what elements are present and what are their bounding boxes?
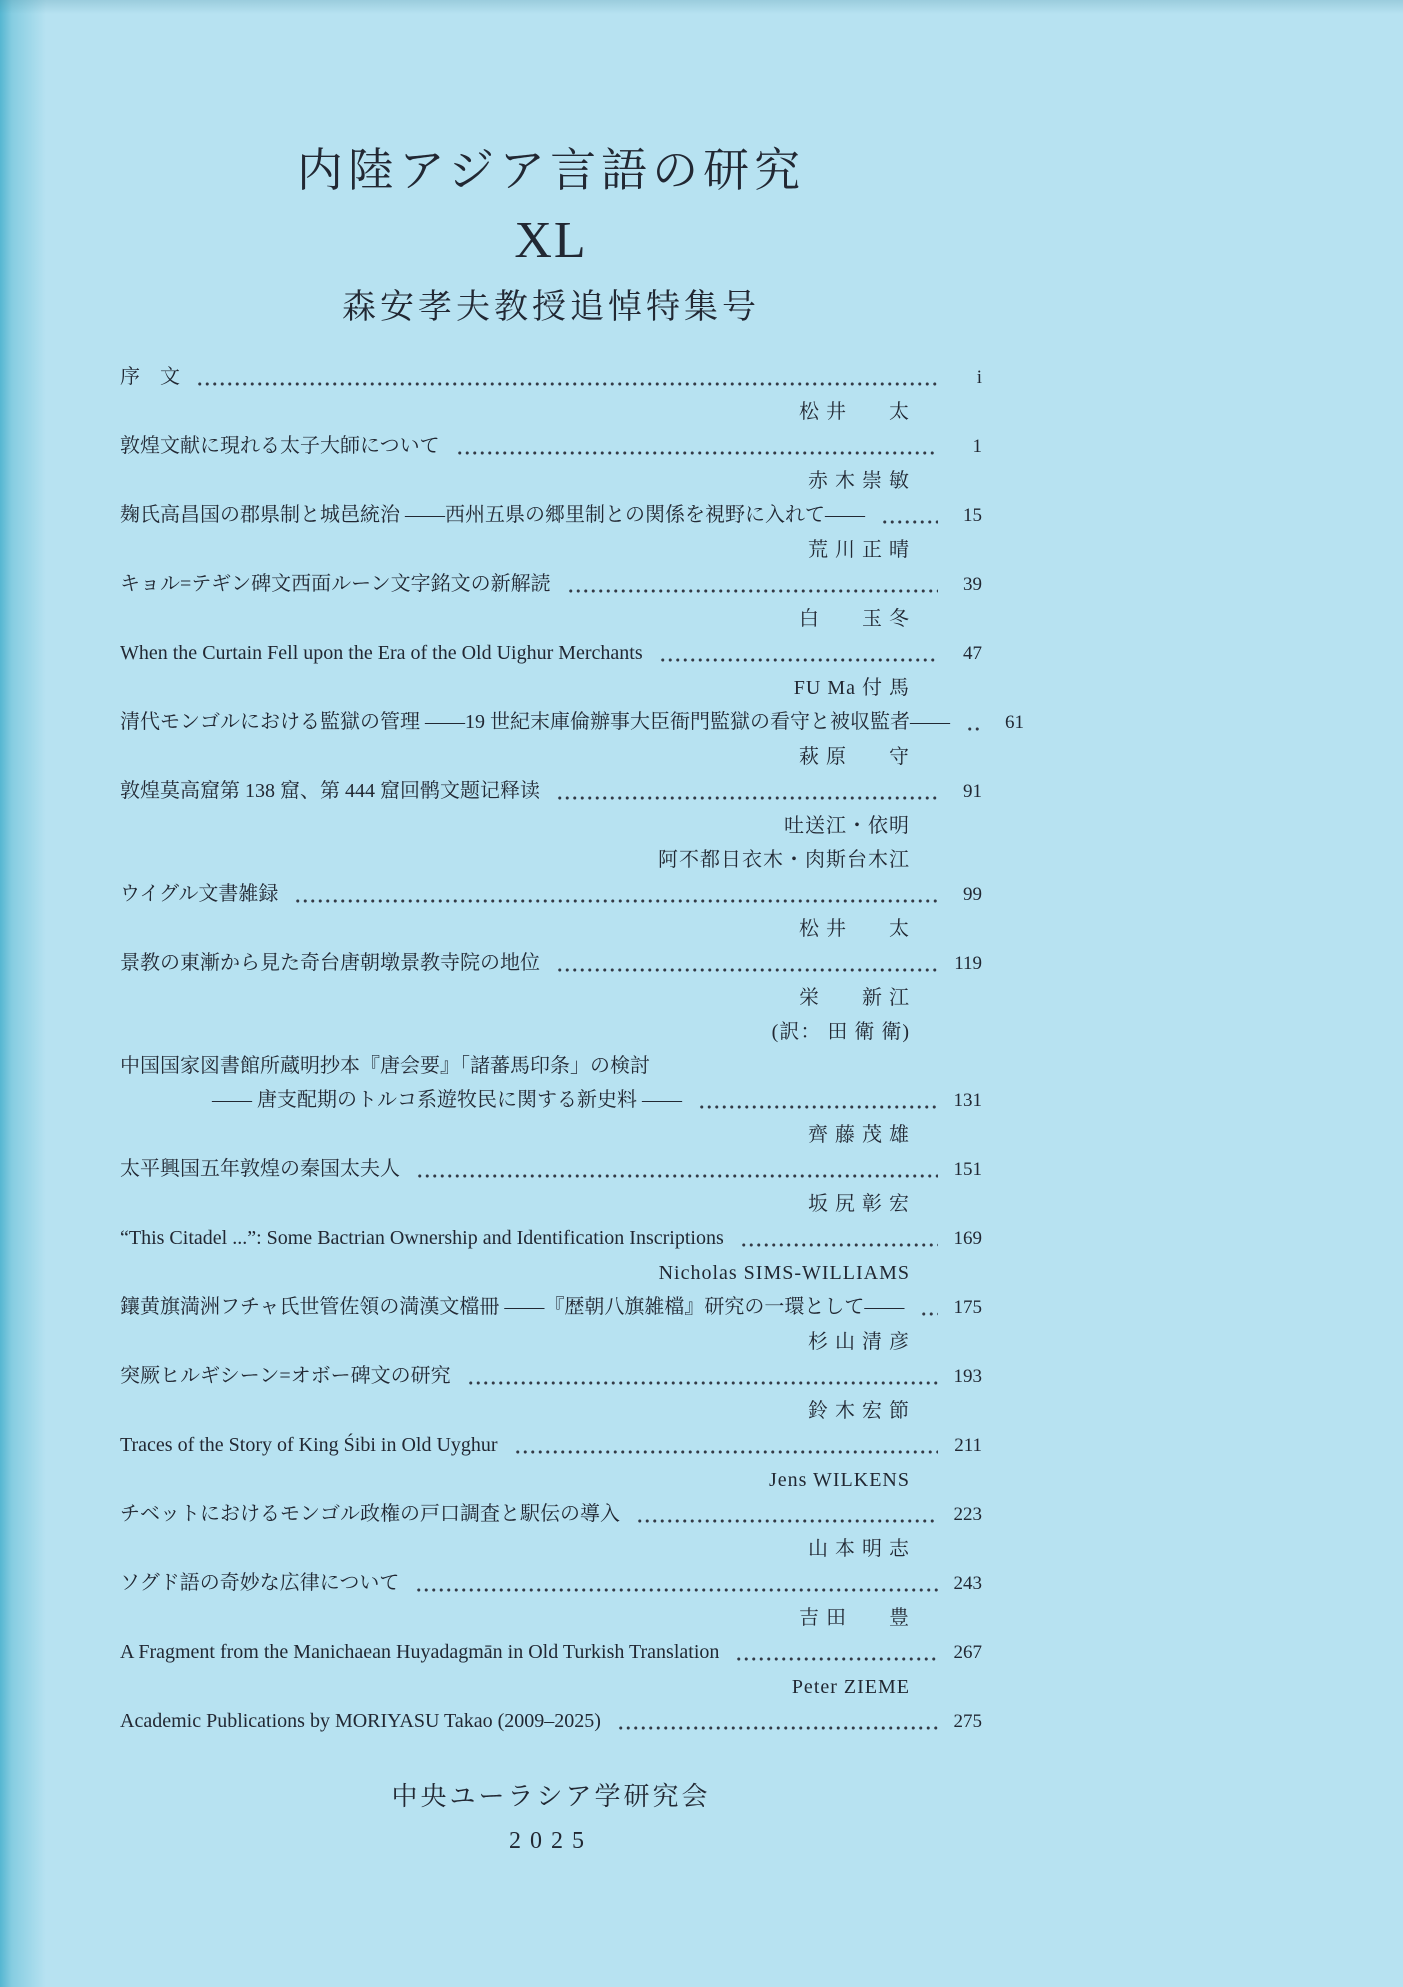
toc-author: 山 本 明 志 [808, 1538, 910, 1560]
toc-page-number: 61 [1005, 712, 1024, 733]
toc-entry-title: Traces of the Story of King Śibi in Old Uyghur [120, 1434, 498, 1456]
toc-page-number: 223 [953, 1504, 982, 1525]
toc-entry [120, 498, 982, 567]
toc-author: FU Ma 付 馬 [793, 677, 910, 699]
toc-entry-line [120, 877, 982, 912]
toc-entry [120, 705, 1024, 774]
toc-leader-dots [467, 1381, 938, 1385]
toc-leader-dots [617, 1726, 938, 1730]
toc-entry-title: ウイグル文書雑録 [120, 883, 279, 905]
toc-leader-dots [920, 1312, 938, 1316]
toc-leader-dots [416, 1174, 938, 1178]
toc-entry [120, 1497, 982, 1566]
publisher-name: 中央ユーラシア学研究会 [391, 1782, 711, 1811]
toc-author: 吉 田 豊 [799, 1607, 910, 1629]
toc-leader-dots [556, 968, 938, 972]
toc-entry-title: 序 文 [120, 366, 180, 388]
toc-leader-dots [514, 1450, 938, 1454]
toc-author: 荒 川 正 晴 [808, 539, 910, 561]
toc-author: 栄 新 江 [799, 987, 910, 1009]
toc-entry-title: 麹氏高昌国の郡県制と城邑統治 ——西州五県の郷里制との関係を視野に入れて—— [120, 504, 865, 526]
toc-author: 松 井 太 [799, 918, 910, 940]
toc-entry [120, 774, 982, 877]
cover-content [120, 140, 1024, 1739]
toc-author: 萩 原 守 [799, 746, 910, 768]
toc-leader-dots [567, 589, 938, 593]
toc-author: 齊 藤 茂 雄 [808, 1124, 910, 1146]
toc-page-number: 47 [963, 643, 982, 664]
toc-entry-title: 鑲黄旗満洲フチャ氏世管佐領の満漢文檔冊 ——『歴朝八旗雑檔』研究の一環として—— [120, 1296, 905, 1318]
toc-entry-line [120, 1152, 982, 1187]
toc-entry [120, 429, 982, 498]
toc-entry [120, 877, 982, 946]
toc-entry-title: When the Curtain Fell upon the Era of the Old Uighur Merchants [120, 642, 643, 664]
page-top-edge-shading [0, 0, 1403, 14]
toc-page-number: 39 [963, 574, 982, 595]
toc-leader-dots [456, 451, 938, 455]
toc-author: 吐送江・依明 [784, 815, 910, 837]
toc-entry [120, 1635, 982, 1704]
toc-page-number: 119 [954, 953, 982, 974]
toc-entry-line [120, 1497, 982, 1532]
toc-author: 白 玉 冬 [799, 608, 910, 630]
toc-page-number: 1 [972, 436, 982, 457]
toc-entry-line [120, 567, 982, 602]
toc-page-number: 267 [953, 1642, 982, 1663]
toc-page-number: 131 [953, 1090, 982, 1111]
toc-entry [120, 360, 982, 429]
toc-author: Jens WILKENS [768, 1469, 910, 1491]
toc-page-number: 169 [953, 1228, 982, 1249]
table-of-contents [120, 360, 1024, 1739]
toc-author: 阿不都日衣木・肉斯台木江 [658, 849, 910, 871]
toc-page-number: 151 [953, 1159, 982, 1180]
toc-entry-line [120, 1566, 982, 1601]
toc-entry [120, 1704, 982, 1739]
toc-entry-line [120, 636, 982, 671]
toc-entry-title: —— 唐支配期のトルコ系遊牧民に関する新史料 —— [212, 1089, 682, 1111]
toc-entry [120, 1049, 982, 1152]
toc-leader-dots [196, 382, 938, 386]
toc-page-number: 15 [963, 505, 982, 526]
toc-page-number: 211 [954, 1435, 982, 1456]
special-issue-subtitle: 森安孝夫教授追悼特集号 [342, 289, 760, 326]
toc-entry-title: 突厥ヒルギシーン=オボー碑文の研究 [120, 1365, 451, 1387]
toc-author: 赤 木 崇 敏 [808, 470, 910, 492]
toc-entry-title: 敦煌莫高窟第 138 窟、第 444 窟回鹘文题记释读 [120, 780, 540, 802]
toc-entry-title: 景教の東漸から見た奇台唐朝墩景教寺院の地位 [120, 952, 540, 974]
toc-author: 坂 尻 彰 宏 [808, 1193, 910, 1215]
journal-title: 内陸アジア言語の研究 [296, 145, 806, 196]
toc-page-number: i [976, 367, 982, 388]
toc-leader-dots [740, 1243, 938, 1247]
toc-entry-title: キョル=テギン碑文西面ルーン文字銘文の新解読 [120, 573, 551, 595]
toc-entry-line [120, 1704, 982, 1739]
toc-entry-title: 中国国家図書館所蔵明抄本『唐会要』「諸蕃馬印条」の検討 [120, 1055, 650, 1077]
toc-entry [120, 1221, 982, 1290]
toc-entry [120, 567, 982, 636]
volume-number: XL [514, 212, 588, 269]
toc-entry-line [120, 1428, 982, 1463]
toc-entry [120, 636, 982, 705]
toc-entry [120, 1359, 982, 1428]
toc-page-number: 91 [963, 781, 982, 802]
toc-entry-line [120, 360, 982, 395]
page-left-edge-shading [0, 0, 46, 1987]
toc-entry-line [120, 1290, 982, 1325]
toc-entry-title: ソグド語の奇妙な広律について [120, 1572, 400, 1594]
toc-page-number: 175 [953, 1297, 982, 1318]
toc-leader-dots [415, 1588, 938, 1592]
toc-entry-line [120, 946, 982, 981]
toc-entry [120, 946, 982, 1049]
toc-author: 鈴 木 宏 節 [808, 1400, 910, 1422]
toc-page-number: 99 [963, 884, 982, 905]
toc-author: Peter ZIEME [791, 1676, 910, 1698]
toc-leader-dots [966, 727, 980, 731]
toc-entry-title: 太平興国五年敦煌の秦国太夫人 [120, 1158, 400, 1180]
toc-entry-title: チベットにおけるモンゴル政権の戸口調査と駅伝の導入 [120, 1503, 620, 1525]
toc-author: 杉 山 清 彦 [808, 1331, 910, 1353]
toc-page-number: 193 [953, 1366, 982, 1387]
toc-entry-line [120, 1635, 982, 1670]
toc-entry-line [120, 1221, 982, 1256]
toc-page-number: 275 [953, 1711, 982, 1732]
toc-entry-title: Academic Publications by MORIYASU Takao (2009–2025) [120, 1710, 601, 1732]
toc-entry-title: 敦煌文献に現れる太子大師について [120, 435, 440, 457]
toc-leader-dots [735, 1657, 938, 1661]
publication-year: 2025 [509, 1828, 593, 1854]
toc-author: 松 井 太 [799, 401, 910, 423]
toc-entry-line [120, 774, 982, 809]
toc-entry [120, 1566, 982, 1635]
cover-footer [120, 1775, 982, 1863]
toc-leader-dots [556, 796, 938, 800]
toc-author: Nicholas SIMS-WILLIAMS [658, 1262, 910, 1284]
toc-entry-line [120, 1359, 982, 1394]
toc-leader-dots [294, 899, 938, 903]
toc-entry [120, 1428, 982, 1497]
toc-leader-dots [881, 520, 938, 524]
toc-entry-line [120, 1049, 982, 1083]
toc-entry-title: 清代モンゴルにおける監獄の管理 ——19 世紀末庫倫辦事大臣衙門監獄の看守と被収監者—— [120, 711, 950, 733]
toc-leader-dots [659, 658, 938, 662]
toc-entry-line [120, 1083, 982, 1118]
toc-page-number: 243 [953, 1573, 982, 1594]
toc-entry-title: “This Citadel ...”: Some Bactrian Ownership and Identification Inscriptions [120, 1227, 724, 1249]
toc-entry-line [120, 498, 982, 533]
toc-entry [120, 1290, 982, 1359]
toc-author: (訳： 田 衛 衛) [771, 1021, 910, 1043]
toc-entry-title: A Fragment from the Manichaean Huyadagmān in Old Turkish Translation [120, 1641, 720, 1663]
toc-leader-dots [636, 1519, 938, 1523]
toc-entry-line [120, 429, 982, 464]
toc-entry [120, 1152, 982, 1221]
toc-leader-dots [698, 1105, 938, 1109]
toc-entry-line [120, 705, 1024, 740]
